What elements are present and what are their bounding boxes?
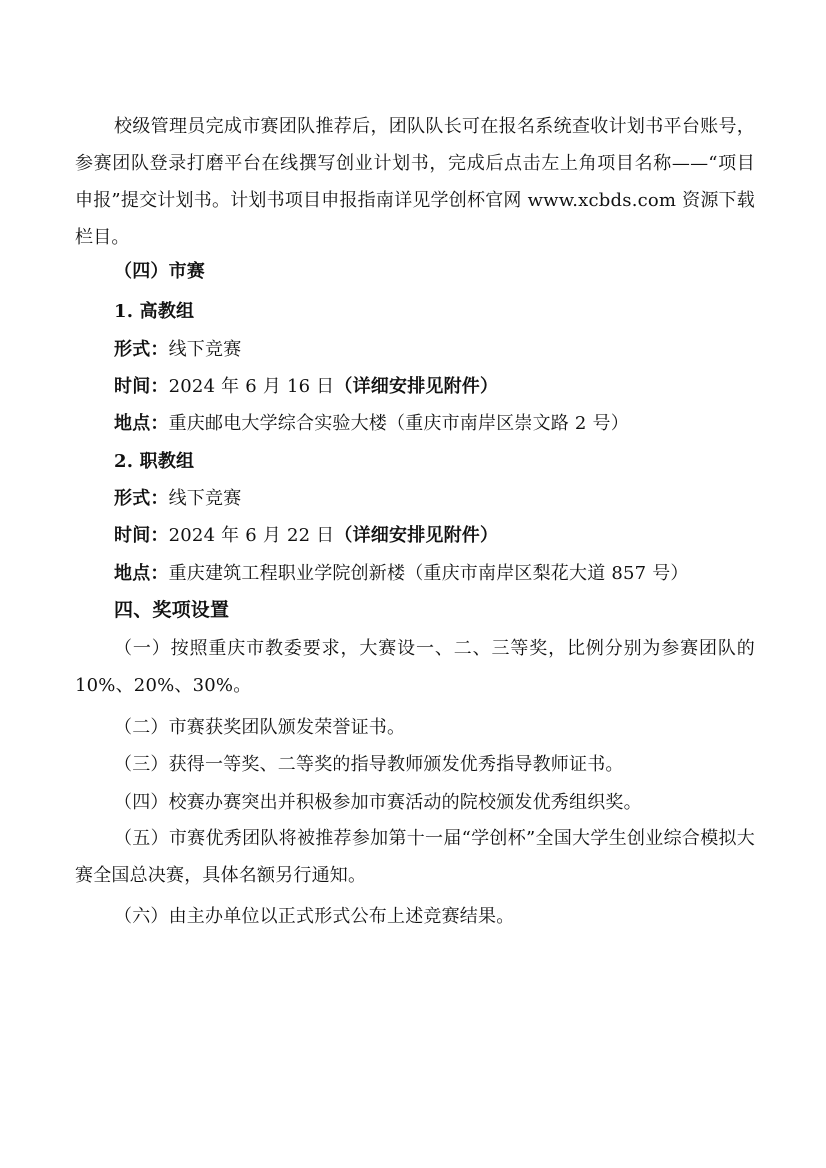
time-note: （详细安排见附件） [334,525,499,546]
time-note: （详细安排见附件） [334,376,499,397]
award-item-4: （四）校赛办赛突出并积极参加市赛活动的院校颁发优秀组织奖。 [114,792,642,813]
place-label: 地点： [114,413,169,434]
section-city-contest-heading: （四）市赛 [114,261,205,282]
vocational-group-heading: 2. 职教组 [114,451,195,472]
intro-paragraph: 校级管理员完成市赛团队推荐后，团队队长可在报名系统查收计划书平台账号，参赛团队登录打磨平台在线撰写创业计划书，完成后点击左上角项目名称——“项目申报”提交计划书。计划书项目申报指南详见学创杯官网 www.xcbds.com 资源下载栏目。 [75,116,755,248]
vocational-time-line [114,524,498,548]
vocational-place-line [114,562,689,586]
place-value: 重庆邮电大学综合实验大楼（重庆市南岸区崇文路 2 号） [168,413,629,434]
award-item-2: （二）市赛获奖团队颁发荣誉证书。 [114,717,406,738]
form-label: 形式： [114,339,169,360]
award-item-3: （三）获得一等奖、二等奖的指导教师颁发优秀指导教师证书。 [114,754,624,775]
vocational-form-line [114,487,241,511]
form-value: 线下竞赛 [168,488,242,509]
time-label: 时间： [114,525,169,546]
higher-ed-place-line [114,412,629,436]
place-label: 地点： [114,563,169,584]
form-label: 形式： [114,488,169,509]
time-label: 时间： [114,376,169,397]
section-awards-heading: 四、奖项设置 [114,599,230,621]
higher-ed-time-line [114,375,498,399]
time-value: 2024 年 6 月 22 日 [168,525,335,546]
form-value: 线下竞赛 [168,339,242,360]
place-value: 重庆建筑工程职业学院创新楼（重庆市南岸区梨花大道 857 号） [168,563,689,584]
time-value: 2024 年 6 月 16 日 [168,376,335,397]
award-item-5: （五）市赛优秀团队将被推荐参加第十一届“学创杯”全国大学生创业综合模拟大赛全国总决赛，具体名额另行通知。 [75,828,755,886]
higher-ed-form-line [114,338,241,362]
award-item-6: （六）由主办单位以正式形式公布上述竞赛结果。 [114,906,515,927]
award-item-1: （一）按照重庆市教委要求，大赛设一、二、三等奖，比例分别为参赛团队的 10%、20%、30%。 [75,638,755,696]
higher-ed-group-heading: 1. 高教组 [114,301,195,322]
